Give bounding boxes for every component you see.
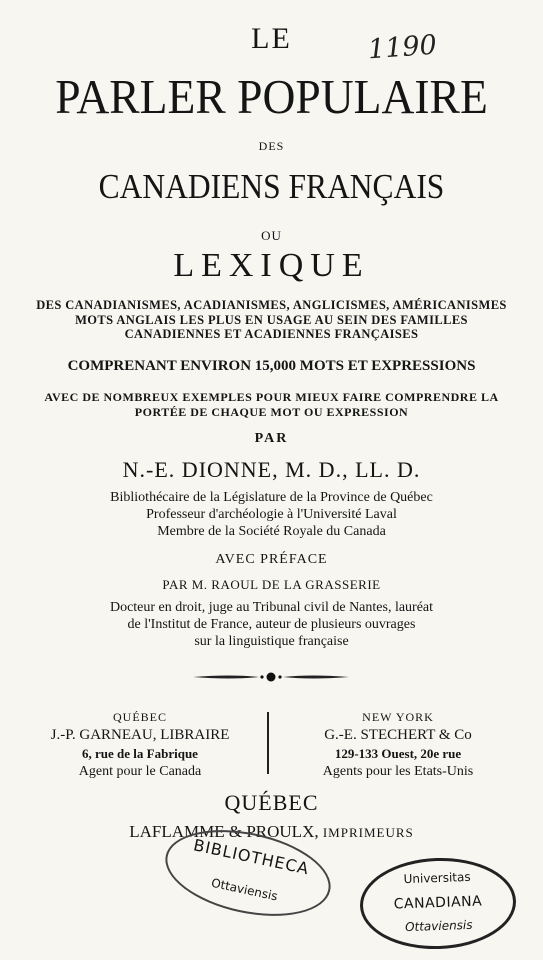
title-des: DES: [258, 139, 285, 153]
publisher-agent: Agents pour les Etats-Unis: [322, 764, 474, 779]
book-subtitle: CANADIENS FRANÇAIS: [98, 167, 445, 206]
publisher-city: NEW YORK: [362, 710, 434, 724]
ornament-divider-icon: [191, 672, 351, 682]
by-label: PAR: [254, 431, 289, 446]
title-le: LE: [251, 22, 292, 55]
preface-author-credentials: [0, 599, 543, 650]
preface-desc-line: de l'Institut de France, auteur de plusieurs ouvrages: [127, 617, 416, 632]
handwritten-shelf-mark: 1190: [367, 29, 438, 66]
description-line: CANADIENNES ET ACADIENNES FRANÇAISES: [124, 327, 419, 341]
preface-label: AVEC PRÉFACE: [215, 552, 328, 567]
stamp-text: Ottaviensis: [404, 917, 473, 935]
university-stamp: [358, 855, 517, 951]
stamp-text: Ottaviensis: [209, 875, 279, 904]
stamp-text: Universitas: [403, 869, 471, 887]
imprint-city: QUÉBEC: [224, 790, 319, 815]
examples-line: AVEC DE NOMBREUX EXEMPLES POUR MIEUX FAIRE COMPRENDRE LA: [44, 390, 499, 404]
stamp-text: BIBLIOTHECA: [191, 835, 312, 879]
preface-desc-line: Docteur en droit, juge au Tribunal civil de Nantes, lauréat: [109, 600, 434, 615]
publisher-quebec: [20, 710, 260, 780]
book-title: PARLER POPULAIRE: [55, 69, 488, 124]
examples-block: [0, 390, 543, 420]
printer-role: IMPRIMEURS: [322, 825, 414, 840]
examples-line: PORTÉE DE CHAQUE MOT OU EXPRESSION: [134, 405, 409, 419]
publisher-city: QUÉBEC: [113, 710, 167, 724]
title-ou: OU: [261, 228, 282, 243]
author-titles: [0, 489, 543, 540]
publisher-name: J.-P. GARNEAU, LIBRAIRE: [50, 727, 230, 743]
column-divider: [267, 712, 269, 774]
publisher-address: 6, rue de la Fabrique: [82, 746, 198, 761]
author-title-line: Professeur d'archéologie à l'Université Laval: [146, 507, 397, 522]
preface-desc-line: sur la linguistique française: [194, 634, 349, 649]
description-block: [0, 298, 543, 342]
author-title-line: Bibliothécaire de la Législature de la Province de Québec: [110, 490, 433, 505]
printer-name: LAFLAMME & PROULX,: [129, 822, 319, 841]
publisher-agent: Agent pour le Canada: [78, 764, 202, 779]
author-name: N.-E. DIONNE, M. D., LL. D.: [122, 457, 421, 482]
description-line: DES CANADIANISMES, ACADIANISMES, ANGLICISMES, AMÉRICANISMES: [36, 298, 507, 312]
publisher-name: G.-E. STECHERT & Co: [324, 727, 472, 743]
publisher-new-york: [272, 710, 524, 780]
publisher-address: 129-133 Ouest, 20e rue: [334, 746, 462, 761]
preface-author: PAR M. RAOUL DE LA GRASSERIE: [162, 577, 381, 592]
title-lexique: LEXIQUE: [173, 247, 370, 284]
author-title-line: Membre de la Société Royale du Canada: [157, 524, 386, 539]
word-count-line: COMPRENANT ENVIRON 15,000 MOTS ET EXPRESSIONS: [67, 358, 476, 374]
description-line: MOTS ANGLAIS LES PLUS EN USAGE AU SEIN DES FAMILLES: [75, 312, 468, 327]
stamp-text: CANADIANA: [393, 893, 483, 913]
